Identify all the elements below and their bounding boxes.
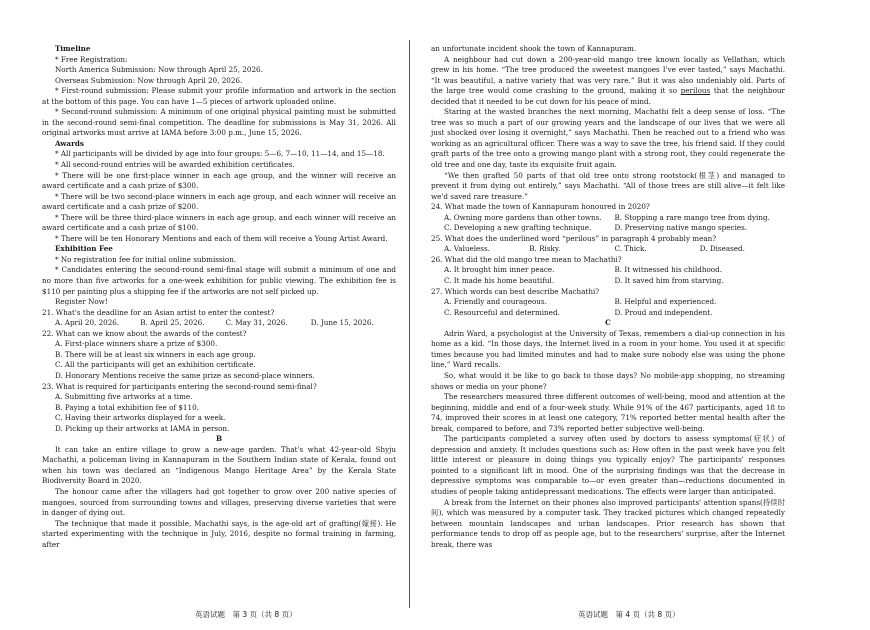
award-item: * There will be one first-place winner in each age group, and the winner will receive an award certificate and a cash prize of $300. — [42, 170, 396, 191]
page-footer-left: 英语试题 第 3 页（共 8 页） — [195, 610, 297, 619]
north-america-submission: North America Submission: Now through April 25, 2026. — [54, 65, 263, 75]
passage-c-paragraph: The researchers measured three different outcomes of well-being, mood and attention at the beginning, middle and end of a four-week study. While 91% of the 467 participants, aged 18 to 74, improved their scores in at least one category, 71% reported better mental health after the break, compared to before, and 73% reported better subjective well-being. — [431, 392, 785, 433]
option-d[interactable]: D. Proud and independent. — [614, 307, 713, 317]
fee-item: * Candidates entering the second-round semi-final stage will submit a minimum of one and no more than five artworks for a one-week exhibition for public viewing. The exhibition fee is $110 per painting plus a shipping fee if the artworks are not self picked up. — [42, 265, 396, 296]
option-b[interactable]: B. Stopping a rare mango tree from dying. — [614, 212, 770, 222]
option-d[interactable]: D. It saved him from starving. — [614, 276, 724, 286]
option-b[interactable]: B. April 25, 2026. — [140, 318, 205, 328]
award-item: * There will be ten Honorary Mentions and each of them will receive a Young Artist Award. — [54, 233, 388, 243]
option-c[interactable]: C. Developing a new grafting technique. — [444, 223, 592, 233]
section-b-heading: B — [215, 434, 223, 444]
section-c-heading: C — [605, 318, 611, 328]
question-23: 23. What is required for participants entering the second-round semi-final? — [42, 381, 317, 391]
passage-b-paragraph: Staring at the wasted branches the next morning, Machathi felt a deep sense of loss. “The tree was so much a part of our growing years and the landscape of our lives that we were all just shocked over losing it overnight,” says Machathi. Then he reached out to a friend who was working as an agricultural officer. There was a way to save the tree, his friend said. If they could graft parts of the tree onto a growing mango plant with a strong root, they could regenerate the old tree and one day, taste its exquisite fruit again. — [431, 107, 785, 170]
option-d[interactable]: D. June 15, 2026. — [310, 318, 374, 328]
question-26: 26. What did the old mango tree mean to Machathi? — [431, 254, 622, 264]
option-a[interactable]: A. Friendly and courageous. — [444, 297, 547, 307]
question-25: 25. What does the underlined word “perilous” in paragraph 4 probably mean? — [431, 233, 717, 243]
question-22: 22. What can we know about the awards of the contest? — [42, 328, 247, 338]
option-a[interactable]: A. Owning more gardens than other towns. — [444, 212, 602, 222]
option-c[interactable]: C. Having their artworks displayed for a week. — [55, 413, 226, 423]
option-b[interactable]: B. Helpful and experienced. — [614, 297, 717, 307]
option-a[interactable]: A. First-place winners share a prize of $300. — [55, 339, 218, 349]
passage-c-paragraph: So, what would it be like to go back to those days? No mobile-app shopping, no streaming shows or media on your phone? — [431, 370, 785, 391]
question-27-options — [444, 297, 785, 318]
question-26-options — [444, 265, 785, 286]
passage-c-paragraph: A break from the Internet on their phones also improved participants' attention spans(持续时间), which was measured by a computer task. They tracked pictures which changed repeatedly between mountain landscapes and urban landscapes. Prior research has shown that performance tends to drop off as people age, but to the researchers' surprise, after the Internet break, there was — [431, 497, 785, 549]
option-a[interactable]: A. It brought him inner peace. — [444, 265, 555, 275]
passage-b-continuation: an unfortunate incident shook the town of Kannapuram. — [431, 44, 637, 53]
page-divider — [409, 40, 410, 608]
option-b[interactable]: B. Risky. — [529, 244, 561, 254]
option-b[interactable]: B. There will be at least six winners in each age group. — [55, 349, 256, 359]
award-item: * All second-round entries will be awarded exhibition certificates. — [54, 160, 295, 170]
awards-heading: Awards — [54, 138, 84, 148]
option-d[interactable]: D. Preserving native mango species. — [614, 223, 748, 233]
overseas-submission: Overseas Submission: Now through April 20, 2026. — [54, 75, 243, 85]
option-c[interactable]: C. All the participants will get an exhibition certificate. — [55, 360, 256, 370]
right-page-column — [431, 44, 785, 550]
option-d[interactable]: D. Picking up their artworks at IAMA in person. — [55, 423, 230, 433]
question-21-options — [55, 318, 396, 329]
passage-c-paragraph: The participants completed a survey often used by doctors to assess symptoms(症状) of depression and anxiety. It includes questions such as: How often in the past week have you felt little interest or pleasure in doing things you typically enjoy? The participants' responses pointed to a significant lift in mood. One of the surprising findings was that the decrease in depressive symptoms was comparable to—or even greater than—reductions documented in studies of people taking antidepressant medications. The effects were larger than anticipated. — [431, 434, 785, 496]
question-24: 24. What made the town of Kannapuram honoured in 2020? — [431, 202, 650, 212]
passage-b-paragraph — [431, 55, 785, 108]
award-item: * All participants will be divided by age into four groups: 5—6, 7—10, 11—14, and 15—18. — [54, 149, 385, 159]
option-c[interactable]: C. It made his home beautiful. — [444, 276, 555, 286]
passage-c-paragraph: Adrin Ward, a psychologist at the University of Texas, remembers a dial-up connection in his home as a kid. “In those days, the Internet lived in a room in your home. You used it at specific times because you had limited minutes and had to make sure nobody else was using the phone line,” Ward recalls. — [431, 328, 785, 370]
timeline-heading: Timeline — [54, 44, 91, 53]
passage-b-paragraph: The technique that made it possible, Machathi says, is the age-old art of grafting(嫁接). He started experimenting with the technique in July, 2016, despite no formal training in farming, after — [42, 518, 396, 549]
option-c[interactable]: C. Resourceful and determined. — [444, 307, 560, 317]
underlined-word: perilous — [680, 86, 711, 96]
paragraph-text: that the neighbour decided that it needed to be cut down for his peace of mind. — [431, 86, 785, 106]
option-a[interactable]: A. Valueless. — [444, 244, 490, 254]
question-24-options — [444, 213, 785, 234]
second-round-submission: * Second-round submission: A minimum of one original physical painting must be submitted in the second-round semi-final competition. The deadline for submissions is May 31, 2026. All original artworks must arrive at IAMA before 3:00 p.m., June 15, 2026. — [42, 107, 396, 138]
option-c[interactable]: C. May 31, 2026. — [225, 318, 288, 328]
paragraph-text: A neighbour had cut down a 200-year-old mango tree known locally as Vellathan, which grew in his home. “The tree produced the sweetest mangoes I've ever tasted,” says Machathi. “It was beautiful, a native variety that was very rare.” But it was also undeniably old. Parts of the large tree would come crashing to the ground, making it so — [431, 54, 785, 96]
option-d[interactable]: D. Diseased. — [699, 244, 745, 254]
passage-b-paragraph: The honour came after the villagers had got together to grow over 200 native species of mangoes, sourced from surrounding towns and villages, preserving diverse varieties that were in danger of dying out. — [42, 486, 396, 518]
option-a[interactable]: A. April 20, 2026. — [55, 318, 120, 328]
register-now: Register Now! — [54, 297, 108, 307]
option-b[interactable]: B. It witnessed his childhood. — [614, 265, 723, 275]
fee-heading: Exhibition Fee — [54, 244, 113, 254]
option-d[interactable]: D. Honorary Mentions receive the same prize as second-place winners. — [55, 370, 315, 380]
first-round-submission: * First-round submission: Please submit your profile information and artwork in the section at the bottom of this page. You can have 1—5 pieces of artwork uploaded online. — [42, 86, 396, 106]
question-25-options — [444, 244, 785, 255]
passage-b-paragraph: It can take an entire village to grow a new-age garden. That's what 42-year-old Shyju Machathi, a policeman living in Kannapuram in the Southern Indian state of Kerala, found out when his town was declared an “Indigenous Mango Heritage Area” by the Kerala State Biodiversity Board in 2020. — [42, 444, 396, 486]
option-b[interactable]: B. Paying a total exhibition fee of $110. — [55, 402, 199, 412]
award-item: * There will be three third-place winners in each age group, and each winner will receive an award certificate and a cash prize of $100. — [42, 212, 396, 233]
page-footer-right: 英语试题 第 4 页（共 8 页） — [578, 610, 680, 619]
free-registration: * Free Registration: — [54, 54, 128, 64]
fee-item: * No registration fee for initial online submission. — [54, 254, 237, 264]
award-item: * There will be two second-place winners in each age group, and each winner will receive an award certificate and a cash prize of $200. — [42, 191, 396, 212]
question-21: 21. What's the deadline for an Asian artist to enter the contest? — [42, 307, 275, 317]
option-a[interactable]: A. Submitting five artworks at a time. — [55, 392, 193, 402]
passage-b-paragraph: “We then grafted 50 parts of that old tree onto strong rootstock(根茎) and managed to prevent it from dying out entirely,” says Machathi. “All of those trees are still alive—it felt like we'd saved rare treasure.” — [431, 170, 785, 201]
left-page-column — [42, 44, 396, 550]
question-27: 27. Which words can best describe Machathi? — [431, 286, 600, 296]
option-c[interactable]: C. Thick. — [614, 244, 647, 254]
